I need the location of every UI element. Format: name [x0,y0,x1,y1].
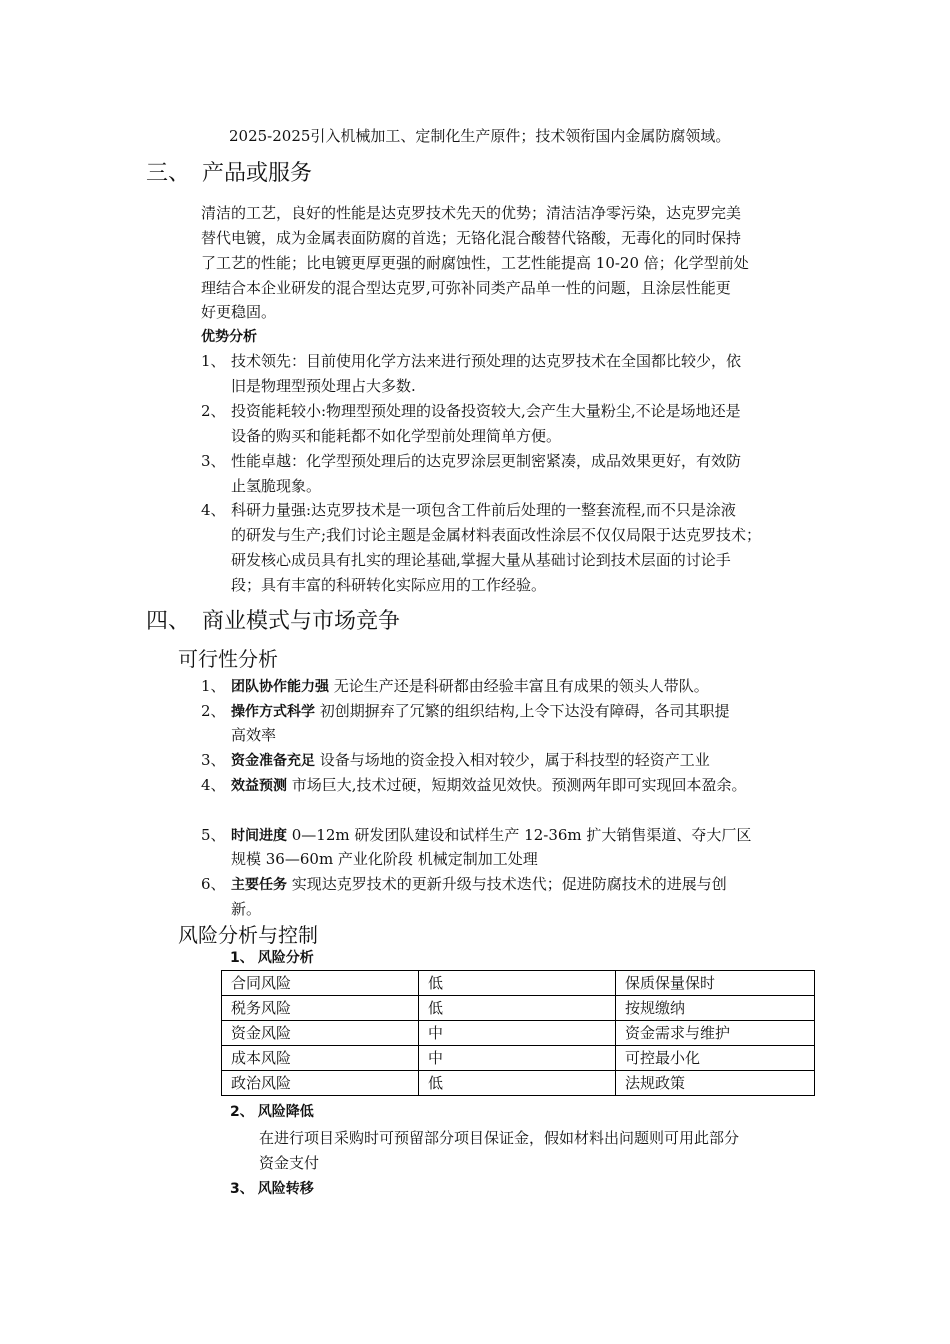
item-text: 市场巨大,技术过硬，短期效益见效快。预测两年即可实现回本盈余。 [287,776,747,794]
item-text: 设备与场地的资金投入相对较少，属于科技型的轻资产工业 [315,751,710,769]
item-label: 风险转移 [257,1181,314,1197]
item-text: 0—12m 研发团队建设和试样生产 12-36m 扩大销售渠道、夺大厂区 [287,826,752,844]
section-number: 三、 [146,161,191,186]
list-item [231,874,727,895]
list-number: 4、 [201,501,226,519]
list-item: 性能卓越：化学型预处理后的达克罗涂层更制密紧凑，成品效果更好，有效防 [231,452,742,470]
list-number: 4、 [201,776,226,794]
item-label: 团队协作能力强 [231,679,329,695]
table-cell: 法规政策 [616,1071,815,1096]
list-number: 2、 [230,1104,254,1120]
list-item [231,750,710,771]
table-cell: 中 [419,1046,616,1071]
item-label: 效益预测 [231,778,287,794]
table-row [222,1071,815,1096]
table-cell: 保质保量保时 [616,971,815,996]
list-item: 设备的购买和能耗都不如化学型前处理简单方便。 [231,427,562,445]
table-row [222,1046,815,1071]
paragraph-line: 理结合本企业研发的混合型达克罗,可弥补同类产品单一性的问题，且涂层性能更 [201,279,731,297]
paragraph-line: 清洁的工艺，良好的性能是达克罗技术先天的优势；清洁洁净零污染，达克罗完美 [201,204,742,222]
table-cell: 低 [419,971,616,996]
paragraph-line: 资金支付 [259,1154,320,1172]
list-item [231,775,747,796]
table-cell: 资金需求与维护 [616,1021,815,1046]
table-cell: 政治风险 [222,1071,419,1096]
list-number: 3、 [201,452,226,470]
list-item: 技术领先：目前使用化学方法来进行预处理的达克罗技术在全国都比较少，依 [231,352,742,370]
paragraph-line: 好更稳固。 [201,303,277,321]
list-item: 投资能耗较小:物理型预处理的设备投资较大,会产生大量粉尘,不论是场地还是 [231,402,741,420]
list-item: 止氢脆现象。 [231,477,322,495]
paragraph-line: 在进行项目采购时可预留部分项目保证金，假如材料出问题则可用此部分 [259,1129,740,1147]
paragraph-line: 替代电镀，成为金属表面防腐的首选；无铬化混合酸替代铬酸，无毒化的同时保持 [201,229,742,247]
list-item: 旧是物理型预处理占大多数. [231,377,416,395]
intro-line: 2025-2025引入机械加工、定制化生产原件；技术领衔国内金属防腐领域。 [229,127,731,145]
list-number: 6、 [201,875,226,893]
table-row [222,1021,815,1046]
item-text: 初创期摒弃了冗繁的组织结构,上令下达没有障碍，各司其职提 [315,702,730,720]
list-number: 2、 [201,402,226,420]
item-label: 风险分析 [257,950,314,966]
item-text: 无论生产还是科研都由经验丰富且有成果的领头人带队。 [329,677,709,695]
item-label: 时间进度 [231,828,287,844]
table-row [222,996,815,1021]
table-cell: 按规缴纳 [616,996,815,1021]
item-text: 实现达克罗技术的更新升级与技术迭代；促进防腐技术的进展与创 [287,875,727,893]
item-label: 风险降低 [257,1104,314,1120]
list-item: 高效率 [231,726,277,744]
list-item: 的研发与生产;我们讨论主题是金属材料表面改性涂层不仅仅局限于达克罗技术； [231,526,762,544]
table-cell: 资金风险 [222,1021,419,1046]
feasibility-heading: 可行性分析 [178,647,278,671]
section-heading-business [146,607,400,637]
section-number: 四、 [146,609,191,634]
list-number: 1、 [201,352,226,370]
list-item [231,676,709,697]
section-title: 产品或服务 [202,161,313,186]
item-label: 操作方式科学 [231,704,315,720]
list-number: 1、 [201,677,226,695]
item-label: 主要任务 [231,877,287,893]
table-row [222,971,815,996]
risk-table [221,970,815,1096]
list-number: 1、 [230,950,254,966]
list-item: 新。 [231,900,262,918]
list-number: 2、 [201,702,226,720]
list-item [231,701,730,722]
risk-reduce-label [230,1103,314,1121]
section-title: 商业模式与市场竞争 [202,609,401,634]
risk-analysis-label [230,949,314,967]
list-item: 科研力量强:达克罗技术是一项包含工件前后处理的一整套流程,而不只是涂液 [231,501,736,519]
list-item: 研发核心成员具有扎实的理论基础,掌握大量从基础讨论到技术层面的讨论手 [231,551,731,569]
section-heading-products [146,159,312,189]
table-cell: 低 [419,996,616,1021]
paragraph-line: 了工艺的性能；比电镀更厚更强的耐腐蚀性，工艺性能提高 10-20 倍；化学型前处 [201,254,749,272]
list-number: 3、 [201,751,226,769]
table-cell: 合同风险 [222,971,419,996]
list-number: 5、 [201,826,226,844]
table-cell: 成本风险 [222,1046,419,1071]
risk-heading: 风险分析与控制 [178,923,318,947]
item-label: 资金准备充足 [231,753,315,769]
list-number: 3、 [230,1181,254,1197]
list-item [231,825,751,846]
table-cell: 中 [419,1021,616,1046]
table-cell: 可控最小化 [616,1046,815,1071]
list-item: 段；具有丰富的科研转化实际应用的工作经验。 [231,576,547,594]
table-cell: 低 [419,1071,616,1096]
list-item: 规模 36—60m 产业化阶段 机械定制加工处理 [231,850,538,868]
risk-transfer-label [230,1180,314,1198]
table-cell: 税务风险 [222,996,419,1021]
advantage-heading: 优势分析 [201,329,257,345]
